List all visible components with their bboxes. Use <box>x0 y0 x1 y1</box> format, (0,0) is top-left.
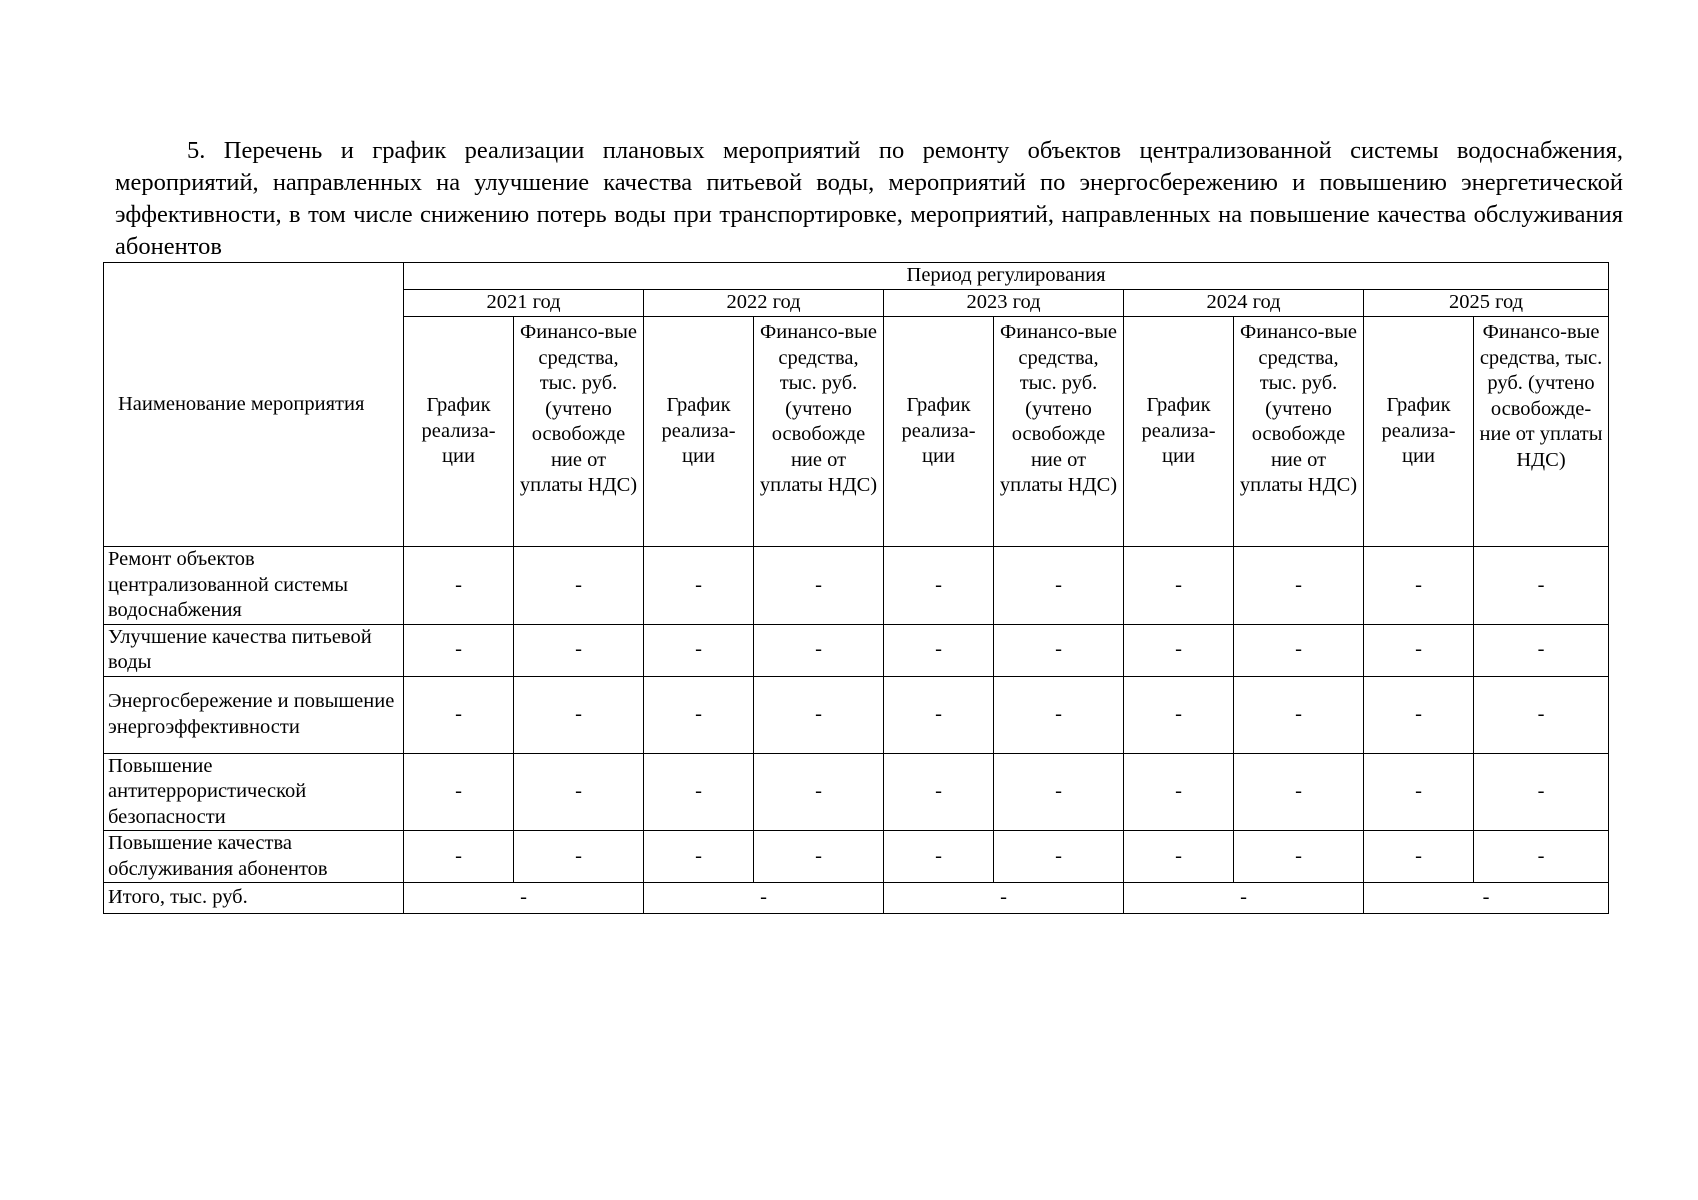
cell-value: - <box>754 831 884 883</box>
plan-table <box>103 262 1609 914</box>
cell-value: - <box>1364 624 1474 676</box>
cell-value: - <box>1124 624 1234 676</box>
cell-value: - <box>644 831 754 883</box>
cell-value: - <box>644 547 754 625</box>
finance-header: Финансо-вые средства, тыс. руб. (учтено освобожде ние от уплаты НДС) <box>1234 317 1364 547</box>
cell-value: - <box>884 676 994 753</box>
table-row <box>104 547 1609 625</box>
year-header: 2024 год <box>1124 290 1364 317</box>
cell-value: - <box>404 831 514 883</box>
cell-value: - <box>1234 624 1364 676</box>
cell-value: - <box>404 547 514 625</box>
cell-value: - <box>1364 547 1474 625</box>
section-heading: 5. Перечень и график реализации плановых мероприятий по ремонту объектов централизованной системы водоснабжения, мероприятий, направленных на улучшение качества питьевой воды, мероприятий по энергосбережению и повышению энергетической эффективности, в том числе снижению потерь воды при транспортировке, мероприятий, направленных на повышение качества обслуживания абонентов <box>115 137 1623 260</box>
cell-value: - <box>1234 753 1364 831</box>
cell-value: - <box>994 547 1124 625</box>
cell-value: - <box>1124 547 1234 625</box>
cell-value: - <box>1234 547 1364 625</box>
cell-value: - <box>644 676 754 753</box>
finance-header: Финансо-вые средства, тыс. руб. (учтено освобожде ние от уплаты НДС) <box>754 317 884 547</box>
total-label: Итого, тыс. руб. <box>104 883 404 914</box>
cell-value: - <box>404 676 514 753</box>
year-header: 2023 год <box>884 290 1124 317</box>
cell-value: - <box>1124 753 1234 831</box>
table-row <box>104 676 1609 753</box>
cell-value: - <box>514 831 644 883</box>
year-header: 2022 год <box>644 290 884 317</box>
cell-value: - <box>644 624 754 676</box>
row-name: Улучшение качества питьевой воды <box>104 624 404 676</box>
cell-value: - <box>644 753 754 831</box>
cell-value: - <box>1124 831 1234 883</box>
row-name: Энергосбережение и повышение энергоэффективности <box>104 676 404 753</box>
finance-header: Финансо-вые средства, тыс. руб. (учтено освобожде ние от уплаты НДС) <box>514 317 644 547</box>
total-value: - <box>884 883 1124 914</box>
cell-value: - <box>754 624 884 676</box>
cell-value: - <box>1474 676 1609 753</box>
plan-table-body <box>104 547 1609 914</box>
cell-value: - <box>994 676 1124 753</box>
schedule-header: График реализа-ции <box>644 317 754 547</box>
row-name: Повышение антитеррористической безопасности <box>104 753 404 831</box>
cell-value: - <box>884 547 994 625</box>
cell-value: - <box>1124 676 1234 753</box>
cell-value: - <box>884 753 994 831</box>
name-column-header: Наименование мероприятия <box>104 263 404 547</box>
cell-value: - <box>1474 753 1609 831</box>
cell-value: - <box>754 753 884 831</box>
cell-value: - <box>1364 676 1474 753</box>
cell-value: - <box>994 831 1124 883</box>
finance-header: Финансо-вые средства, тыс. руб. (учтено освобожде ние от уплаты НДС) <box>994 317 1124 547</box>
cell-value: - <box>1474 624 1609 676</box>
cell-value: - <box>514 624 644 676</box>
row-name: Повышение качества обслуживания абонентов <box>104 831 404 883</box>
row-name: Ремонт объектов централизованной системы водоснабжения <box>104 547 404 625</box>
total-value: - <box>644 883 884 914</box>
cell-value: - <box>514 753 644 831</box>
cell-value: - <box>1234 831 1364 883</box>
cell-value: - <box>404 753 514 831</box>
cell-value: - <box>1364 831 1474 883</box>
year-header: 2021 год <box>404 290 644 317</box>
schedule-header: График реализа-ции <box>884 317 994 547</box>
table-row <box>104 624 1609 676</box>
total-row <box>104 883 1609 914</box>
total-value: - <box>404 883 644 914</box>
schedule-header: График реализа-ции <box>1124 317 1234 547</box>
schedule-header: График реализа-ции <box>404 317 514 547</box>
cell-value: - <box>1474 547 1609 625</box>
cell-value: - <box>1474 831 1609 883</box>
total-value: - <box>1364 883 1609 914</box>
period-header: Период регулирования <box>404 263 1609 290</box>
total-value: - <box>1124 883 1364 914</box>
cell-value: - <box>754 676 884 753</box>
cell-value: - <box>754 547 884 625</box>
cell-value: - <box>514 547 644 625</box>
table-row <box>104 753 1609 831</box>
cell-value: - <box>1234 676 1364 753</box>
cell-value: - <box>514 676 644 753</box>
year-header: 2025 год <box>1364 290 1609 317</box>
cell-value: - <box>994 753 1124 831</box>
cell-value: - <box>404 624 514 676</box>
schedule-header: График реализа-ции <box>1364 317 1474 547</box>
cell-value: - <box>1364 753 1474 831</box>
finance-header: Финансо-вые средства, тыс. руб. (учтено освобожде-ние от уплаты НДС) <box>1474 317 1609 547</box>
cell-value: - <box>884 831 994 883</box>
table-row <box>104 831 1609 883</box>
cell-value: - <box>884 624 994 676</box>
cell-value: - <box>994 624 1124 676</box>
